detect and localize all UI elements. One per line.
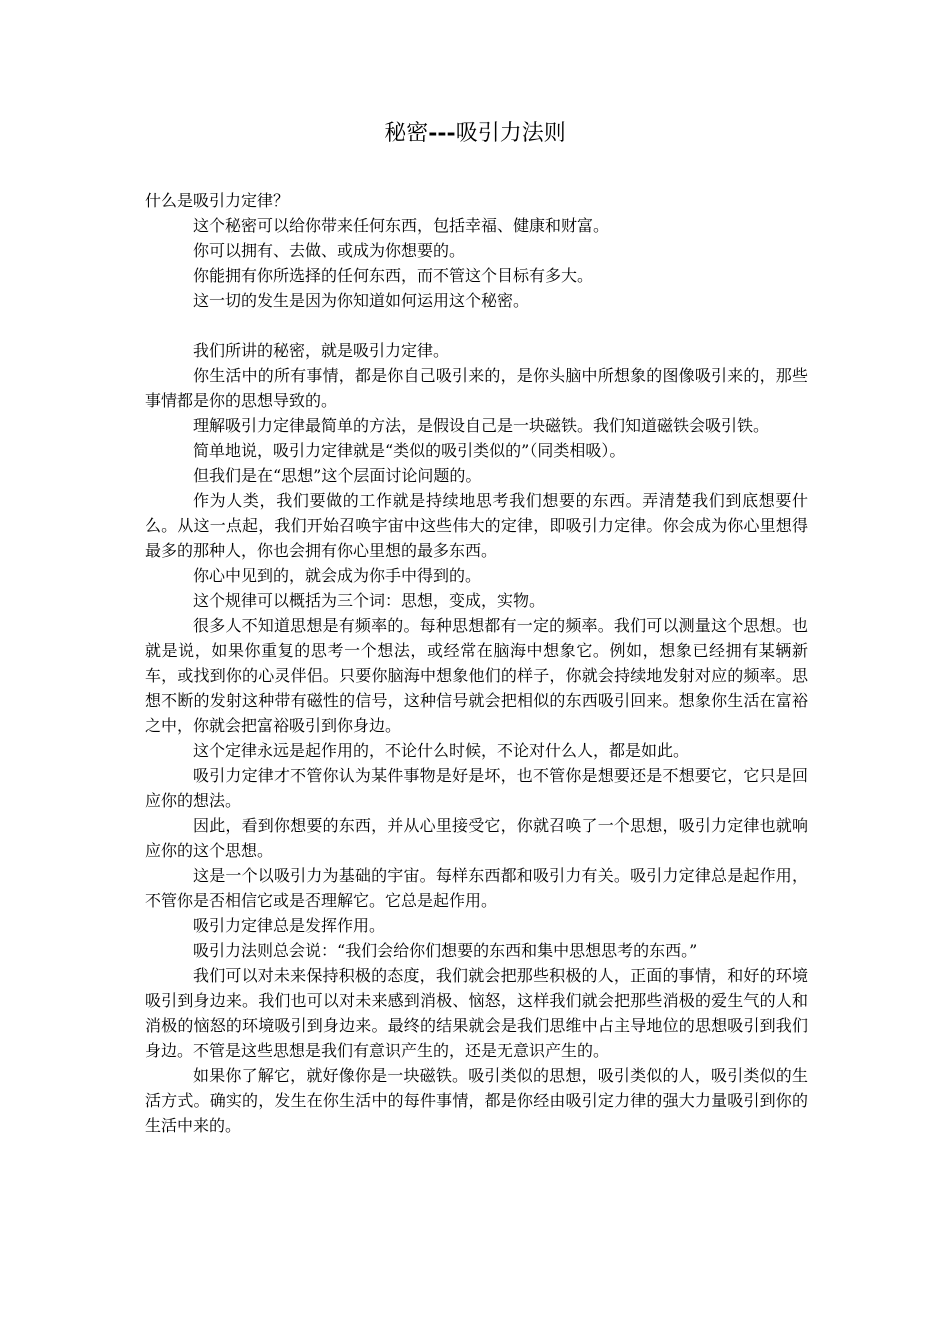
intro-line: 你可以拥有、去做、或成为你想要的。 [193, 241, 466, 260]
title-suffix: 吸引力法则 [455, 121, 566, 146]
paragraph: 简单地说，吸引力定律就是“类似的吸引类似的”（同类相吸）。 [193, 441, 626, 460]
paragraph: 如果你了解它，就好像你是一块磁铁。吸引类似的思想，吸引类似的人，吸引类似的生活方式。确实的，发生在你生活中的每件事情，都是你经由吸引定力律的强大力量吸引到你的生活中来的。 [145, 1066, 808, 1135]
paragraph: 这个定律永远是起作用的，不论什么时候，不论对什么人，都是如此。 [193, 741, 690, 760]
paragraph: 我们所讲的秘密，就是吸引力定律。 [193, 341, 450, 360]
paragraph: 这个规律可以概括为三个词：思想，变成，实物。 [193, 591, 546, 610]
paragraph: 很多人不知道思想是有频率的。每种思想都有一定的频率。我们可以测量这个思想。也就是说，如果你重复的思考一个想法，或经常在脑海中想象它。例如，想象已经拥有某辆新车，或找到你的心灵伴侣。只要你脑海中想象他们的样子，你就会持续地发射对应的频率。思想不断的发射这种带有磁性的信号，这种信号就会把相似的东西吸引回来。想象你生活在富裕之中，你就会把富裕吸引到你身边。 [145, 616, 808, 735]
paragraph: 但我们是在“思想”这个层面讨论问题的。 [193, 466, 482, 485]
blank-line [145, 313, 808, 338]
paragraph: 作为人类，我们要做的工作就是持续地思考我们想要的东西。弄清楚我们到底想要什么。从这一点起，我们开始召唤宇宙中这些伟大的定律，即吸引力定律。你会成为你心里想得最多的那种人，你也会拥有你心里想的最多东西。 [145, 491, 808, 560]
title-dashes: --- [428, 120, 456, 146]
intro-line: 这个秘密可以给你带来任何东西，包括幸福、健康和财富。 [193, 216, 610, 235]
paragraph: 因此，看到你想要的东西，并从心里接受它，你就召唤了一个思想，吸引力定律也就响应你的这个思想。 [145, 816, 808, 860]
paragraph: 你生活中的所有事情，都是你自己吸引来的，是你头脑中所想象的图像吸引来的，那些事情都是你的思想导致的。 [145, 366, 808, 410]
paragraph: 这是一个以吸引力为基础的宇宙。每样东西都和吸引力有关。吸引力定律总是起作用，不管你是否相信它或是否理解它。它总是起作用。 [145, 866, 808, 910]
paragraph: 理解吸引力定律最简单的方法，是假设自己是一块磁铁。我们知道磁铁会吸引铁。 [193, 416, 770, 435]
paragraph: 吸引力定律总是发挥作用。 [193, 916, 386, 935]
document-title [0, 118, 950, 149]
paragraph: 我们可以对未来保持积极的态度，我们就会把那些积极的人，正面的事情，和好的环境吸引到身边来。我们也可以对未来感到消极、恼怒，这样我们就会把那些消极的爱生气的人和消极的恼怒的环境吸引到身边来。最终的结果就会是我们思维中占主导地位的思想吸引到我们身边。不管是这些思想是我们有意识产生的，还是无意识产生的。 [145, 966, 808, 1060]
paragraph: 你心中见到的，就会成为你手中得到的。 [193, 566, 482, 585]
intro-line: 你能拥有你所选择的任何东西，而不管这个目标有多大。 [193, 266, 594, 285]
document-body [145, 188, 808, 1138]
title-prefix: 秘密 [384, 121, 429, 146]
intro-line: 这一切的发生是因为你知道如何运用这个秘密。 [193, 291, 530, 310]
paragraph: 吸引力法则总会说：“我们会给你们想要的东西和集中思想思考的东西。” [193, 941, 698, 960]
paragraph: 吸引力定律才不管你认为某件事物是好是坏，也不管你是想要还是不想要它，它只是回应你的想法。 [145, 766, 808, 810]
question-heading: 什么是吸引力定律？ [145, 191, 290, 210]
